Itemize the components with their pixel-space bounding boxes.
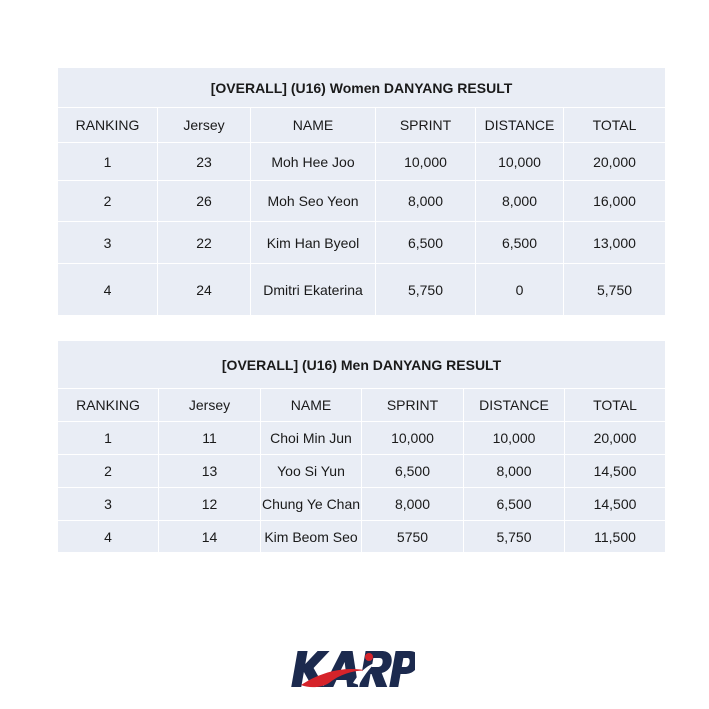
total-cell: 20,000: [564, 143, 666, 181]
distance-cell: 6,500: [476, 222, 564, 264]
distance-cell: 5,750: [464, 521, 565, 553]
header-distance: DISTANCE: [476, 108, 564, 143]
women-results-table: [57, 67, 666, 316]
ranking-cell: 2: [58, 181, 158, 222]
ranking-cell: 4: [58, 264, 158, 316]
ranking-cell: 3: [58, 222, 158, 264]
ranking-cell: 2: [58, 455, 159, 488]
sprint-cell: 10,000: [376, 143, 476, 181]
name-cell: Moh Hee Joo: [251, 143, 376, 181]
men-table-title: [OVERALL] (U16) Men DANYANG RESULT: [58, 341, 666, 389]
header-sprint: SPRINT: [362, 389, 464, 422]
sprint-cell: 8,000: [376, 181, 476, 222]
distance-cell: 6,500: [464, 488, 565, 521]
jersey-cell: 24: [158, 264, 251, 316]
header-total: TOTAL: [565, 389, 666, 422]
ranking-cell: 4: [58, 521, 159, 553]
header-jersey: Jersey: [159, 389, 261, 422]
jersey-cell: 11: [159, 422, 261, 455]
total-cell: 14,500: [565, 488, 666, 521]
total-cell: 20,000: [565, 422, 666, 455]
distance-cell: 10,000: [464, 422, 565, 455]
name-cell: Yoo Si Yun: [261, 455, 362, 488]
jersey-cell: 26: [158, 181, 251, 222]
men-results-table: [57, 340, 666, 553]
total-cell: 11,500: [565, 521, 666, 553]
sprint-cell: 5750: [362, 521, 464, 553]
ranking-cell: 1: [58, 143, 158, 181]
jersey-cell: 22: [158, 222, 251, 264]
sprint-cell: 5,750: [376, 264, 476, 316]
women-title-row: [58, 68, 666, 108]
name-cell: Chung Ye Chan: [261, 488, 362, 521]
women-table-title: [OVERALL] (U16) Women DANYANG RESULT: [58, 68, 666, 108]
sprint-cell: 6,500: [362, 455, 464, 488]
table-row: [58, 455, 666, 488]
header-sprint: SPRINT: [376, 108, 476, 143]
header-name: NAME: [251, 108, 376, 143]
total-cell: 5,750: [564, 264, 666, 316]
sprint-cell: 8,000: [362, 488, 464, 521]
name-cell: Kim Han Byeol: [251, 222, 376, 264]
header-name: NAME: [261, 389, 362, 422]
distance-cell: 10,000: [476, 143, 564, 181]
distance-cell: 0: [476, 264, 564, 316]
women-header-row: [58, 108, 666, 143]
header-distance: DISTANCE: [464, 389, 565, 422]
table-row: [58, 521, 666, 553]
table-row: [58, 422, 666, 455]
ranking-cell: 3: [58, 488, 159, 521]
men-title-row: [58, 341, 666, 389]
jersey-cell: 23: [158, 143, 251, 181]
sprint-cell: 6,500: [376, 222, 476, 264]
jersey-cell: 14: [159, 521, 261, 553]
name-cell: Dmitri Ekaterina: [251, 264, 376, 316]
sprint-cell: 10,000: [362, 422, 464, 455]
karp-logo: [289, 643, 415, 693]
table-row: [58, 181, 666, 222]
header-ranking: RANKING: [58, 389, 159, 422]
name-cell: Moh Seo Yeon: [251, 181, 376, 222]
table-row: [58, 222, 666, 264]
name-cell: Kim Beom Seo: [261, 521, 362, 553]
ranking-cell: 1: [58, 422, 159, 455]
men-header-row: [58, 389, 666, 422]
header-ranking: RANKING: [58, 108, 158, 143]
header-jersey: Jersey: [158, 108, 251, 143]
header-total: TOTAL: [564, 108, 666, 143]
total-cell: 16,000: [564, 181, 666, 222]
total-cell: 14,500: [565, 455, 666, 488]
distance-cell: 8,000: [464, 455, 565, 488]
distance-cell: 8,000: [476, 181, 564, 222]
name-cell: Choi Min Jun: [261, 422, 362, 455]
table-row: [58, 264, 666, 316]
table-row: [58, 143, 666, 181]
jersey-cell: 12: [159, 488, 261, 521]
total-cell: 13,000: [564, 222, 666, 264]
table-row: [58, 488, 666, 521]
jersey-cell: 13: [159, 455, 261, 488]
